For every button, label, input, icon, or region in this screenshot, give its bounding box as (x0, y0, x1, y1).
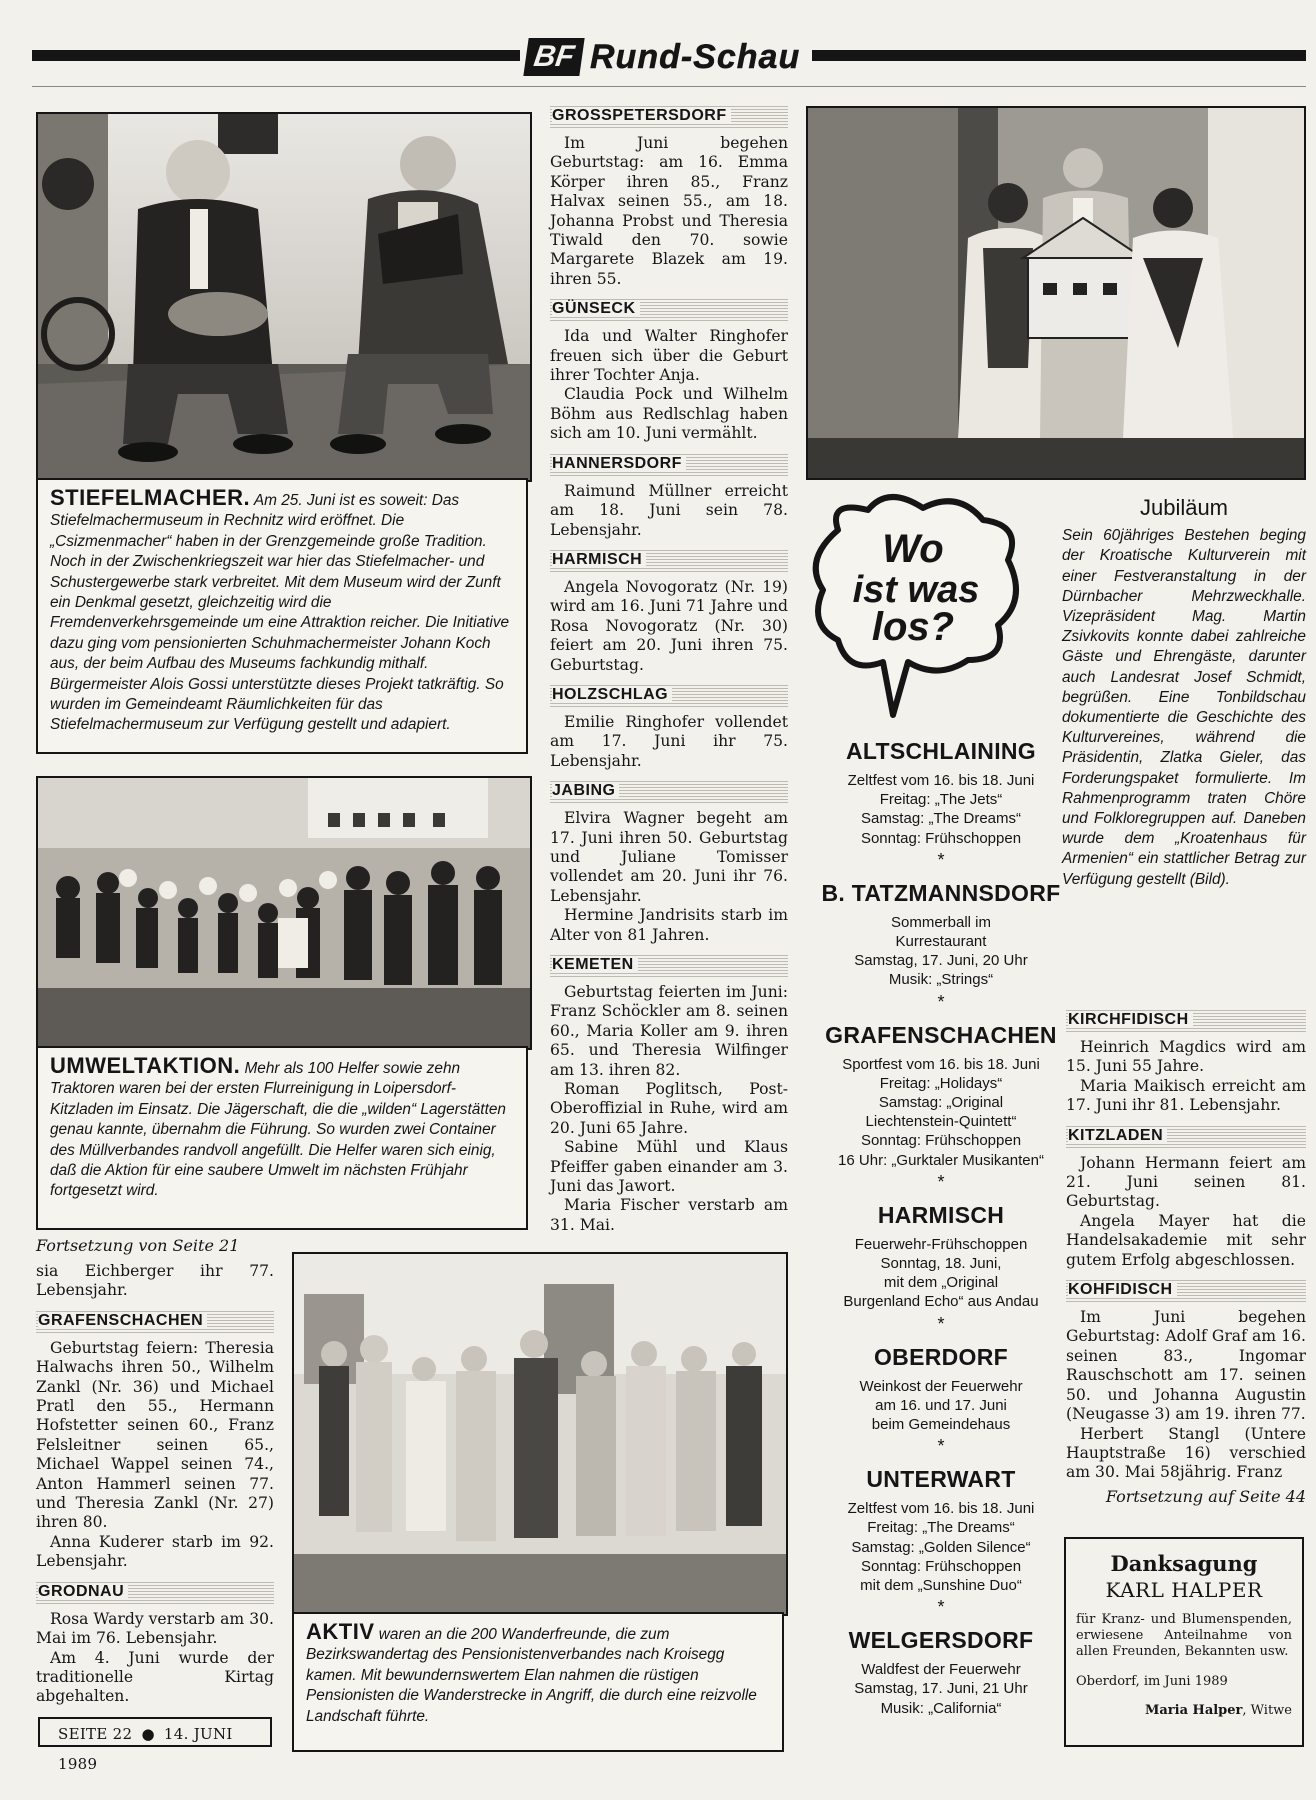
footer-dot: ● (141, 1725, 155, 1743)
photo-umweltaktion-image (38, 778, 530, 1048)
cont-to: Fortsetzung auf Seite 44 (1105, 1486, 1306, 1506)
event-place: WELGERSDORF (848, 1627, 1034, 1654)
para: Im Juni begehen Geburtstag: Adolf Graf am 16. seinen 83., Ingomar Rauschschott am 17. seinen 50. und Johanna Augustin (Neugasse 3) am 19. ihren 77. (1066, 1308, 1306, 1424)
events-list (806, 728, 1076, 1718)
jubilaeum (1062, 495, 1306, 890)
caption-stiefelmacher-lead: STIEFELMACHER. (50, 485, 251, 510)
para: Raimund Müllner erreicht am 18. Juni sein 78. Lebensjahr. (550, 481, 788, 539)
para: Geburtstag feierten im Juni: Franz Schöckler am 8. seinen 60., Maria Koller am 9. ihren 65. und Theresia Wilfinger am 13. ihren 82. (550, 983, 788, 1079)
event-line: Sportfest vom 16. bis 18. Juni (842, 1055, 1040, 1073)
danksagung-sign: Maria Halper, Witwe (1144, 1703, 1292, 1718)
danksagung-city: Oberdorf, im Juni 1989 (1076, 1674, 1228, 1689)
event-separator: * (937, 991, 945, 1012)
masthead-section: Rund-Schau (590, 37, 801, 76)
event-line: Waldfest der Feuerwehr (861, 1661, 1021, 1679)
photo-stiefelmacher (36, 112, 532, 482)
head-grafenschachen: GRAFENSCHACHEN (36, 1309, 274, 1333)
top-thin-rule (32, 86, 1306, 87)
head-kemeten: KEMETEN (550, 953, 788, 977)
footer-date: 14. JUNI 1989 (58, 1725, 233, 1773)
para: Emilie Ringhofer vollendet am 17. Juni ihr 75. Lebensjahr. (550, 712, 788, 770)
event-line: Musik: „California“ (880, 1699, 1002, 1717)
col-mid (550, 100, 788, 1235)
event-line: mit dem „Original (883, 1274, 999, 1292)
event-separator: * (937, 1597, 945, 1618)
danksagung-name: KARL HALPER (1105, 1578, 1263, 1602)
event-place: UNTERWART (866, 1466, 1016, 1493)
para: Elvira Wagner begeht am 17. Juni ihren 50. Geburtstag und Juliane Tomisser vollendet am 20. Juni ihr 76. Lebensjahr. (550, 809, 788, 905)
event-place: ALTSCHLAINING (845, 738, 1036, 764)
head-holzschlag: HOLZSCHLAG (550, 683, 788, 707)
event-line: Liechtenstein-Quintett“ (865, 1113, 1017, 1131)
caption-aktiv-text: waren an die 200 Wanderfreunde, die zum Bezirkswandertag des Pensionistenverbandes nach Kroisegg kamen. Mit bewundernswertem Elan nahmen die rüstigen Pensionisten die Wanderstrecke in Angriff, die durch eine reizvolle Landschaft führte. (306, 1626, 757, 1725)
event-line: Sonntag: Frühschoppen (860, 1557, 1022, 1575)
bubble-line1: Wo (882, 527, 944, 571)
event-line: Freitag: „Holidays“ (879, 1074, 1003, 1092)
para: Angela Novogoratz (Nr. 19) wird am 16. Juni 71 Jahre und Rosa Novogoratz (Nr. 30) feiert am 20. Juni ihren 75. Geburtstag. (550, 577, 788, 674)
caption-stiefelmacher (36, 478, 528, 754)
event-separator: * (937, 1313, 945, 1334)
para: Herbert Stangl (Untere Hauptstraße 16) verschied am 30. Mai 58jährig. Franz (1066, 1424, 1306, 1482)
danksagung-box (1064, 1537, 1304, 1747)
head-grodnau: GRODNAU (36, 1580, 274, 1604)
head-kohfidisch: KOHFIDISCH (1066, 1278, 1306, 1302)
event-line: Zeltfest vom 16. bis 18. Juni (847, 1500, 1035, 1518)
event-line: mit dem „Sunshine Duo“ (860, 1577, 1022, 1595)
event-separator: * (937, 1171, 945, 1192)
para: Anna Kuderer starb im 92. Lebensjahr. (36, 1532, 274, 1571)
photo-aktiv-image (294, 1254, 786, 1614)
caption-umweltaktion-lead: UMWELTAKTION. (50, 1053, 241, 1078)
para: Maria Fischer verstarb am 31. Mai. (550, 1196, 788, 1234)
event-line: Sommerball im (890, 913, 992, 931)
event-line: Musik: „Strings“ (888, 971, 994, 989)
event-separator: * (937, 849, 945, 870)
para: Hermine Jandrisits starb im Alter von 81 Jahren. (550, 906, 788, 944)
event-line: am 16. und 17. Juni (875, 1396, 1007, 1414)
jubilaeum-title: Jubiläum (1139, 495, 1229, 520)
col-left (36, 1262, 274, 1707)
caption-umweltaktion (36, 1046, 528, 1230)
speech-bubble (808, 490, 1028, 730)
para: Am 4. Juni wurde der traditionelle Kirtag abgehalten. (36, 1648, 274, 1706)
head-harmisch: HARMISCH (550, 548, 788, 572)
event-separator: * (937, 1436, 945, 1457)
caption-aktiv (292, 1612, 784, 1752)
event-line: Samstag, 17. Juni, 21 Uhr (854, 1680, 1028, 1698)
photo-jubilaeum-image (808, 108, 1304, 478)
event-line: beim Gemeindehaus (871, 1416, 1011, 1434)
para: Maria Maikisch erreicht am 17. Juni ihr 81. Lebensjahr. (1066, 1076, 1306, 1115)
danksagung-title: Danksagung (1110, 1551, 1258, 1576)
para: Geburtstag feiern: Theresia Halwachs ihren 50., Wilhelm Zankl (Nr. 36) und Michael Pratl den 55., Hermann Hofstetter seinen 60., Franz Felsleitner seinen 65., Michael Wappel seinen 74., Anton Hammerl seinen 77. und Theresia Zankl (Nr. 27) ihren 80. (36, 1338, 274, 1532)
bubble-line3: los? (871, 605, 955, 649)
event-line: Kurrestaurant (895, 933, 987, 951)
photo-aktiv (292, 1252, 788, 1616)
event-line: Samstag: „Original (878, 1094, 1004, 1112)
event-line: Sonntag: Frühschoppen (860, 1132, 1022, 1150)
para: Rosa Wardy verstarb am 30. Mai im 76. Lebensjahr. (36, 1609, 274, 1648)
event-place: GRAFENSCHACHEN (825, 1021, 1057, 1048)
para: Im Juni begehen Geburtstag: am 16. Emma Körper ihren 85., Franz Halvax seinen 55., am 18. Johanna Probst und Theresia Tiwald den 70. sowie Margarete Blazek am 19. ihren 55. (550, 134, 788, 288)
head-guenseck: GÜNSECK (550, 297, 788, 321)
caption-stiefelmacher-text: Am 25. Juni ist es soweit: Das Stiefelmachermuseum in Rechnitz wird eröffnet. Die „Csizmenmacher“ haben in der Grenzgemeinde große Tradition. Noch in der Zwischenkriegszeit war hier das Stiefelmacher- und Schustergewerbe stark verbreitet. Mit dem Museum wird der Zunft ein Denkmal gesetzt, gleichzeitig wird die Fremdenverkehrsgemeinde um eine Attraktion reicher. Die Initiative dazu ging vom pensionierten Schuhmachermeister Johann Koch aus, der beim Aufbau des Museums fachkundig mithalf. Bürgermeister Alois Gossi unterstützte dieses Projekt tatkräftig. So wurden im Gemeindeamt Räumlichkeiten für das Stiefelmachermuseum zur Verfügung gestellt und adapiert. (50, 492, 510, 734)
photo-umweltaktion (36, 776, 532, 1050)
para: Johann Hermann feiert am 21. Juni seinen 81. Geburtstag. (1066, 1153, 1306, 1211)
event-place: B. TATZMANNSDORF (821, 879, 1061, 906)
top-rule-right (812, 50, 1306, 61)
head-jabing: JABING (550, 779, 788, 803)
event-line: 16 Uhr: „Gurktaler Musikanten“ (838, 1151, 1044, 1169)
head-kirchfidisch: KIRCHFIDISCH (1066, 1008, 1306, 1032)
event-line: Burgenland Echo“ aus Andau (843, 1293, 1039, 1311)
event-line: Sonntag, 18. Juni, (880, 1255, 1002, 1273)
masthead-logo: BF (523, 38, 584, 76)
footer-page: SEITE 22 (58, 1725, 133, 1743)
jubilaeum-text: Sein 60jähriges Bestehen beging der Kroatische Kulturverein mit einer Festveranstaltung in der Dürnbacher Mehrzweckhalle. Vizepräsident Mag. Martin Zsivkovits konnte dabei zahlreiche Gäste und Ehrengäste, darunter auch Landesrat Josef Schmidt, begrüßen. Eine Tonbildschau dokumentierte die Geschichte des Kulturvereines, während die Präsidentin, Zlatka Gieler, das Forderungspaket formulierte. Im Rahmenprogramm traten Chöre und Folkloregruppen auf. Daneben wurde dem „Kroatenhaus für Armenien“ ein stattlicher Betrag zur Verfügung gestellt (Bild). (1062, 527, 1306, 888)
para: Roman Poglitsch, Post-Oberoffizial in Ruhe, wird am 20. Juni 65 Jahre. (550, 1080, 788, 1137)
event-line: Freitag: „The Jets“ (879, 791, 1003, 809)
danksagung-body: für Kranz- und Blumenspenden, erwiesene Anteilnahme von allen Freunden, Bekannten usw. (1076, 1612, 1292, 1659)
event-place: OBERDORF (873, 1343, 1008, 1370)
head-kitzladen: KITZLADEN (1066, 1124, 1306, 1148)
page-footer (38, 1717, 272, 1773)
event-line: Feuerwehr-Frühschoppen (854, 1235, 1028, 1253)
event-line: Freitag: „The Dreams“ (867, 1519, 1015, 1537)
col-left-intro: sia Eichberger ihr 77. Lebensjahr. (36, 1262, 274, 1300)
event-line: Sonntag: Frühschoppen (860, 829, 1022, 847)
caption-umweltaktion-text: Mehr als 100 Helfer sowie zehn Traktoren waren bei der ersten Flurreinigung in Loipersdorf-Kitzladen im Einsatz. Die Jägerschaft, die die „wilden“ Lagerstätten genau kannte, übernahm die Führung. So wurden zwei Container des Müllverbandes randvoll angefüllt. Die Helfer waren sich einig, daß die Aktion für eine saubere Umwelt im nächsten Frühjahr fortgesetzt wird. (50, 1060, 506, 1200)
event-line: Zeltfest vom 16. bis 18. Juni (847, 772, 1035, 789)
col-right (1066, 1000, 1306, 1506)
event-line: Samstag: „Golden Silence“ (851, 1538, 1031, 1556)
cont-from: Fortsetzung von Seite 21 (36, 1236, 240, 1255)
top-rule-left (32, 50, 522, 61)
photo-jubilaeum (806, 106, 1306, 480)
para: Sabine Mühl und Klaus Pfeiffer gaben einander am 3. Juni das Jawort. (550, 1138, 788, 1196)
event-place: HARMISCH (877, 1201, 1005, 1228)
event-line: Weinkost der Feuerwehr (859, 1377, 1023, 1395)
bubble-line2: ist was (852, 569, 980, 611)
head-hannersdorf: HANNERSDORF (550, 452, 788, 476)
event-line: Samstag, 17. Juni, 20 Uhr (854, 952, 1028, 970)
head-grosspetersdorf: GROSSPETERSDORF (550, 104, 788, 128)
event-line: Samstag: „The Dreams“ (860, 810, 1022, 828)
para: Heinrich Magdics wird am 15. Juni 55 Jahre. (1066, 1038, 1306, 1076)
para: Ida und Walter Ringhofer freuen sich über die Geburt ihrer Tochter Anja. (550, 327, 788, 385)
caption-aktiv-lead: AKTIV (306, 1619, 375, 1644)
masthead (520, 36, 806, 78)
para: Angela Mayer hat die Handelsakademie mit sehr gutem Erfolg abgeschlossen. (1066, 1211, 1306, 1269)
photo-stiefelmacher-image (38, 114, 530, 480)
para: Claudia Pock und Wilhelm Böhm aus Redlschlag haben sich am 10. Juni vermählt. (550, 385, 788, 443)
